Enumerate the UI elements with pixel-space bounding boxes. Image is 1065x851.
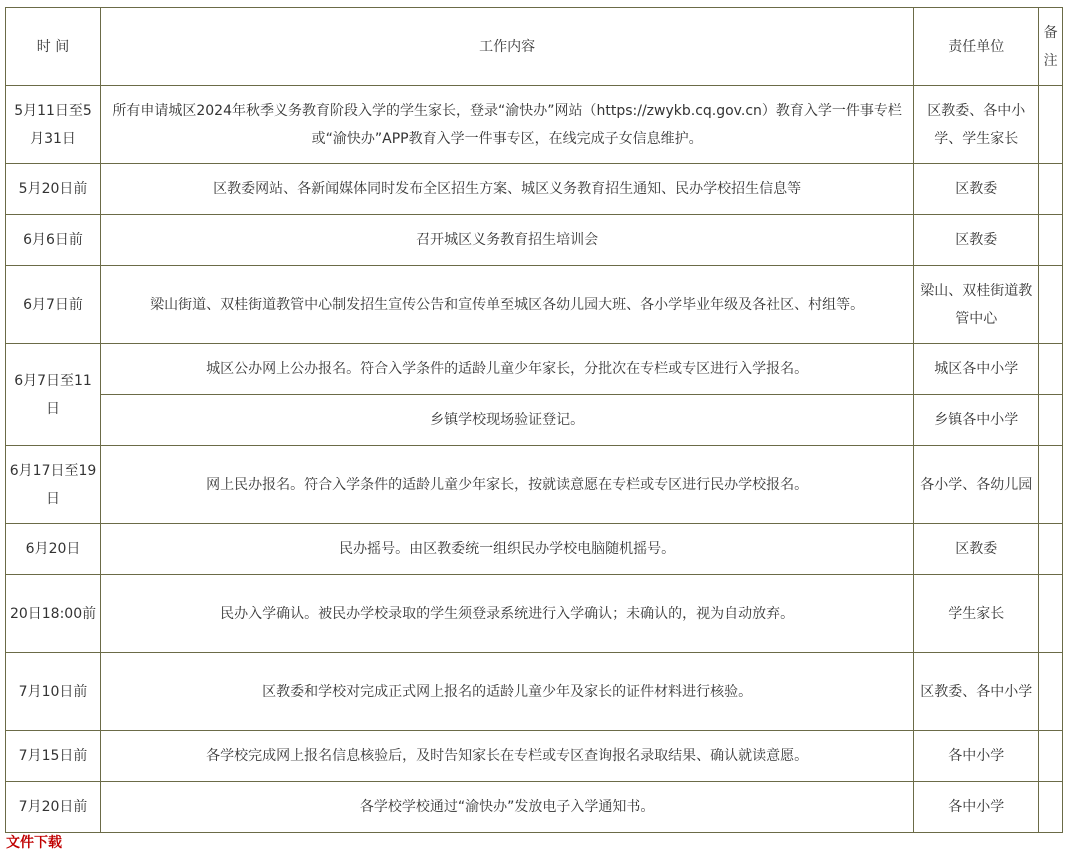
unit-cell: 区教委、各中小学 xyxy=(914,653,1039,731)
unit-cell: 各中小学 xyxy=(914,731,1039,782)
table-row xyxy=(6,782,1063,833)
table-row xyxy=(6,266,1063,344)
note-cell xyxy=(1039,344,1063,395)
table-row xyxy=(6,164,1063,215)
time-cell: 5月11日至5月31日 xyxy=(6,86,101,164)
time-cell: 20日18:00前 xyxy=(6,575,101,653)
content-cell: 乡镇学校现场验证登记。 xyxy=(101,395,914,446)
note-cell xyxy=(1039,653,1063,731)
unit-cell: 各中小学 xyxy=(914,782,1039,833)
note-cell xyxy=(1039,164,1063,215)
content-cell: 召开城区义务教育招生培训会 xyxy=(101,215,914,266)
header-note: 备注 xyxy=(1039,8,1063,86)
table-row xyxy=(6,395,1063,446)
unit-cell: 区教委、各中小学、学生家长 xyxy=(914,86,1039,164)
content-cell: 区教委和学校对完成正式网上报名的适龄儿童少年及家长的证件材料进行核验。 xyxy=(101,653,914,731)
note-cell xyxy=(1039,524,1063,575)
table-row xyxy=(6,215,1063,266)
note-cell xyxy=(1039,395,1063,446)
note-cell xyxy=(1039,731,1063,782)
note-cell xyxy=(1039,575,1063,653)
unit-cell: 区教委 xyxy=(914,164,1039,215)
time-cell: 6月20日 xyxy=(6,524,101,575)
time-cell: 5月20日前 xyxy=(6,164,101,215)
note-cell xyxy=(1039,266,1063,344)
table-row xyxy=(6,575,1063,653)
header-content: 工作内容 xyxy=(101,8,914,86)
time-cell: 7月10日前 xyxy=(6,653,101,731)
unit-cell: 学生家长 xyxy=(914,575,1039,653)
unit-cell: 乡镇各中小学 xyxy=(914,395,1039,446)
table-row xyxy=(6,731,1063,782)
time-cell: 7月20日前 xyxy=(6,782,101,833)
note-cell xyxy=(1039,782,1063,833)
time-cell: 6月17日至19日 xyxy=(6,446,101,524)
note-cell xyxy=(1039,86,1063,164)
content-cell: 各学校完成网上报名信息核验后，及时告知家长在专栏或专区查询报名录取结果、确认就读意愿。 xyxy=(101,731,914,782)
time-cell: 7月15日前 xyxy=(6,731,101,782)
header-row xyxy=(6,8,1063,86)
content-cell: 民办入学确认。被民办学校录取的学生须登录系统进行入学确认；未确认的，视为自动放弃。 xyxy=(101,575,914,653)
header-unit: 责任单位 xyxy=(914,8,1039,86)
content-cell: 城区公办网上公办报名。符合入学条件的适龄儿童少年家长，分批次在专栏或专区进行入学报名。 xyxy=(101,344,914,395)
time-cell: 6月6日前 xyxy=(6,215,101,266)
table-row xyxy=(6,524,1063,575)
header-time: 时 间 xyxy=(6,8,101,86)
content-cell: 各学校学校通过“渝快办”发放电子入学通知书。 xyxy=(101,782,914,833)
note-cell xyxy=(1039,215,1063,266)
content-cell: 区教委网站、各新闻媒体同时发布全区招生方案、城区义务教育招生通知、民办学校招生信息等 xyxy=(101,164,914,215)
schedule-table xyxy=(5,7,1063,833)
content-cell: 梁山街道、双桂街道教管中心制发招生宣传公告和宣传单至城区各幼儿园大班、各小学毕业年级及各社区、村组等。 xyxy=(101,266,914,344)
content-cell: 所有申请城区2024年秋季义务教育阶段入学的学生家长，登录“渝快办”网站（https://zwykb.cq.gov.cn）教育入学一件事专栏或“渝快办”APP教育入学一件事专区，在线完成子女信息维护。 xyxy=(101,86,914,164)
table-row xyxy=(6,653,1063,731)
table-row xyxy=(6,446,1063,524)
unit-cell: 各小学、各幼儿园 xyxy=(914,446,1039,524)
content-cell: 民办摇号。由区教委统一组织民办学校电脑随机摇号。 xyxy=(101,524,914,575)
content-cell: 网上民办报名。符合入学条件的适龄儿童少年家长，按就读意愿在专栏或专区进行民办学校报名。 xyxy=(101,446,914,524)
unit-cell: 区教委 xyxy=(914,524,1039,575)
file-download-link[interactable]: 文件下载 xyxy=(6,835,62,851)
table-row xyxy=(6,86,1063,164)
time-cell: 6月7日前 xyxy=(6,266,101,344)
unit-cell: 区教委 xyxy=(914,215,1039,266)
time-cell: 6月7日至11日 xyxy=(6,344,101,446)
table-row xyxy=(6,344,1063,395)
note-cell xyxy=(1039,446,1063,524)
unit-cell: 梁山、双桂街道教管中心 xyxy=(914,266,1039,344)
unit-cell: 城区各中小学 xyxy=(914,344,1039,395)
